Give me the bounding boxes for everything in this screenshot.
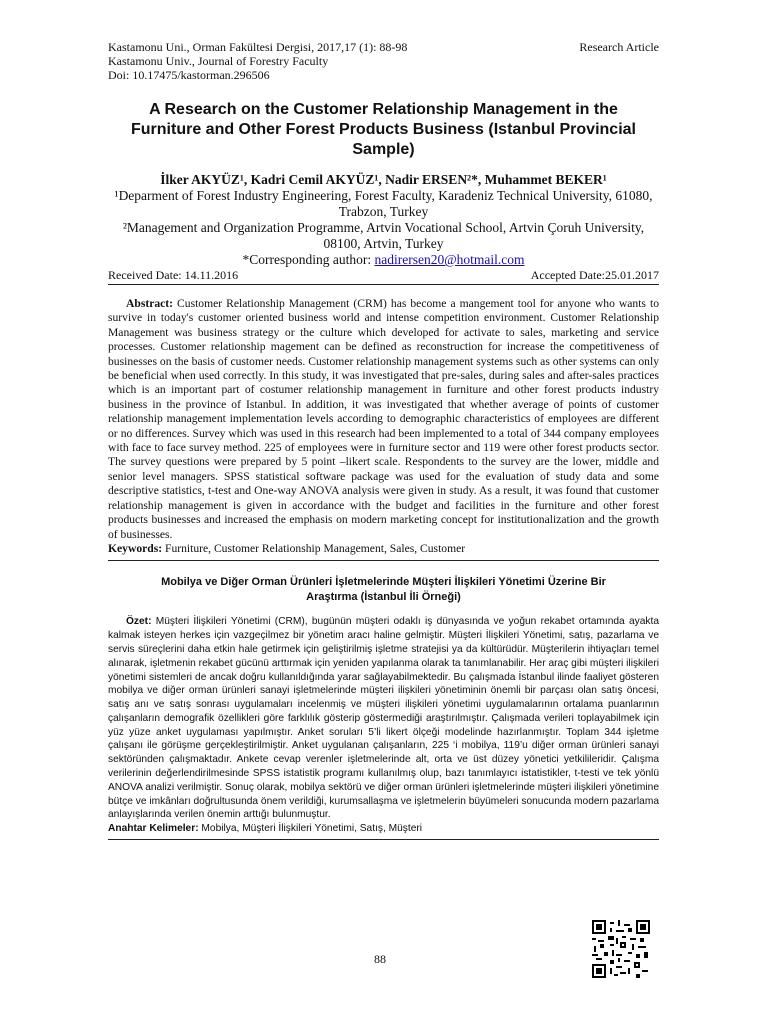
abstract-text: Customer Relationship Management (CRM) has become a mangement tool for anyone who wants to survive in today's customer oriented business world and intense competition environment. Customer Relationship Management was business strategy or the culture which developed for activate to sales, marketing and service processes. Customer relationship magement can be defined as reconstruction for increase the competitiveness of businesses on the basis of customer needs. Customer relationship management systems such as other systems can only be beneficial when used correctly. In this study, it was investigated that pre-sales, during sales and after-sales practices which is an important part of costumer relationship management in furniture and other forest products industry business in the province of Istanbul. In addition, it was investigated that whether average of points of customer relationship management implementation levels according to demographic characteristics of employees are different or no differences. Survey which was used in this research had been implemented to a total of 344 company employees with face to face survey method. 225 of employees were in furniture sector and 119 were other forest products sector. The survey questions were prepared by 5 point –likert scale. Respondents to the survey are the lower, middle and senior level managers. SPSS statistical software package was used for the evaluation of study data and some descriptive statistics, t-test and One-way ANOVA analysis were given in study. As a result, it was found that customer relationship management is given in accordance with the budget and facilities in the furniture and other forest products businesses and increased the emphasis on modern marketing concept for institutionalization and the growth of businesses. [108, 297, 659, 541]
anahtar-label: Anahtar Kelimeler: [108, 823, 199, 835]
accepted-date: Accepted Date:25.01.2017 [530, 268, 659, 282]
anahtar-text: Mobilya, Müşteri İlişkileri Yönetimi, Satış, Müşteri [198, 823, 423, 835]
abstract-label: Abstract: [126, 297, 174, 310]
affiliation-2: ²Management and Organization Programme, Artvin Vocational School, Artvin Çoruh University, 08100, Artvin, Turkey [122, 220, 645, 251]
author-block [108, 172, 659, 268]
keywords-label: Keywords: [108, 541, 163, 555]
doi: Doi: 10.17475/kastorman.296506 [108, 68, 270, 82]
corresponding-label: *Corresponding author: [242, 252, 375, 267]
keywords-text: Furniture, Customer Relationship Management, Sales, Customer [162, 541, 466, 555]
affiliation-1: ¹Deparment of Forest Industry Engineering, Forest Faculty, Karadeniz Technical University, 61080, Trabzon, Turkey [114, 188, 653, 219]
journal-header [108, 40, 659, 82]
article-page [108, 40, 659, 840]
article-title: A Research on the Customer Relationship Management in the Furniture and Other Forest Products Business (Istanbul Provincial Sample) [131, 101, 636, 158]
dates-row [108, 268, 659, 285]
keywords [108, 542, 659, 561]
received-date: Received Date: 14.11.2016 [108, 268, 239, 282]
corresponding-email-link[interactable]: nadirersen20@hotmail.com [374, 252, 525, 267]
corresponding-author [108, 252, 659, 268]
ozet-label: Özet: [126, 616, 152, 628]
journal-citation: Kastamonu Uni., Orman Fakültesi Dergisi, 2017,17 (1): 88-98 [108, 40, 408, 54]
turkish-keywords [108, 822, 659, 840]
turkish-title: Mobilya ve Diğer Orman Ürünleri İşletmelerinde Müşteri İlişkileri Yönetimi Üzerine Bir Araştırma (İstanbul İli Örneği) [161, 576, 606, 604]
article-type: Research Article [579, 40, 659, 54]
journal-name-en: Kastamonu Univ., Journal of Forestry Faculty [108, 54, 329, 68]
author-names: İlker AKYÜZ¹, Kadri Cemil AKYÜZ¹, Nadir ERSEN²*, Muhammet BEKER¹ [160, 172, 607, 187]
abstract [108, 297, 659, 542]
qr-code-icon [592, 920, 650, 978]
page-number: 88 [374, 952, 386, 966]
turkish-abstract [108, 615, 659, 822]
ozet-text: Müşteri İlişkileri Yönetimi (CRM), bugünün müşteri odaklı iş dünyasında ve yoğun rekabet ortamında ayakta kalmak isteyen herkes için vazgeçilmez bir yönetim aracı haline gelmiştir. Müşteri İlişkileri Yönetimi, satış, pazarlama ve servis süreçlerini daha etkin hale getirmek için geliştirilmiş işletme stratejisi ya da kültürüdür. Müşterilerin ihtiyaçları temel alınarak, işletmenin rekabet gücünü arttırmak için yeniden yapılanma olarak ta tanımlanabilir. Her araç gibi müşteri ilişkileri yönetimi sistemleri de ancak doğru kullanıldığında yarar sağlayabilmektedir. Bu çalışmada İstanbul ilinde faaliyet gösteren mobilya ve diğer orman ürünleri sanayi işletmelerinde müşteri ilişkileri yönetiminin önemli bir parçası olan satış öncesi, satış anı ve satış sonrası uygulamaları incelenmiş ve müşteri ilişkileri yönetimi uygulamalarının ortalama puanlarının çalışanların demografik özellikleri göre farklılık gösterip göstermediği araştırılmıştır. Çalışmada verileri toplayabilmek için yüz yüze anket uygulaması yapılmıştır. Anket soruları 5’li likert ölçeği modelinde hazırlanmıştır. Toplam 344 işletme çalışanı ile görüşme gerçekleştirilmiştir. Anket uygulanan çalışanların, 225 ‘i mobilya, 119’u diğer orman ürünleri sanayi sektöründen çalışmaktadır. Ankete cevap verenler işletmelerinde alt, orta ve üst düzey yönetici yetkilileridir. Çalışma verilerinin değerlendirilmesinde SPSS istatistik programı kullanılmış olup, bazı tanımlayıcı istatistikler, t-testi ve tek yönlü ANOVA analizi verilmiştir. Sonuç olarak, mobilya sektörü ve diğer orman ürünleri işletmelerinde müşteri ilişkileri yönetimine bütçe ve imkânları doğrultusunda önem verildiği, kurumsallaşma ve işletmelerin büyümeleri sonucunda modern pazarlama anlayışlarında verilen önemin arttığı bulunmuştur. [108, 616, 659, 821]
